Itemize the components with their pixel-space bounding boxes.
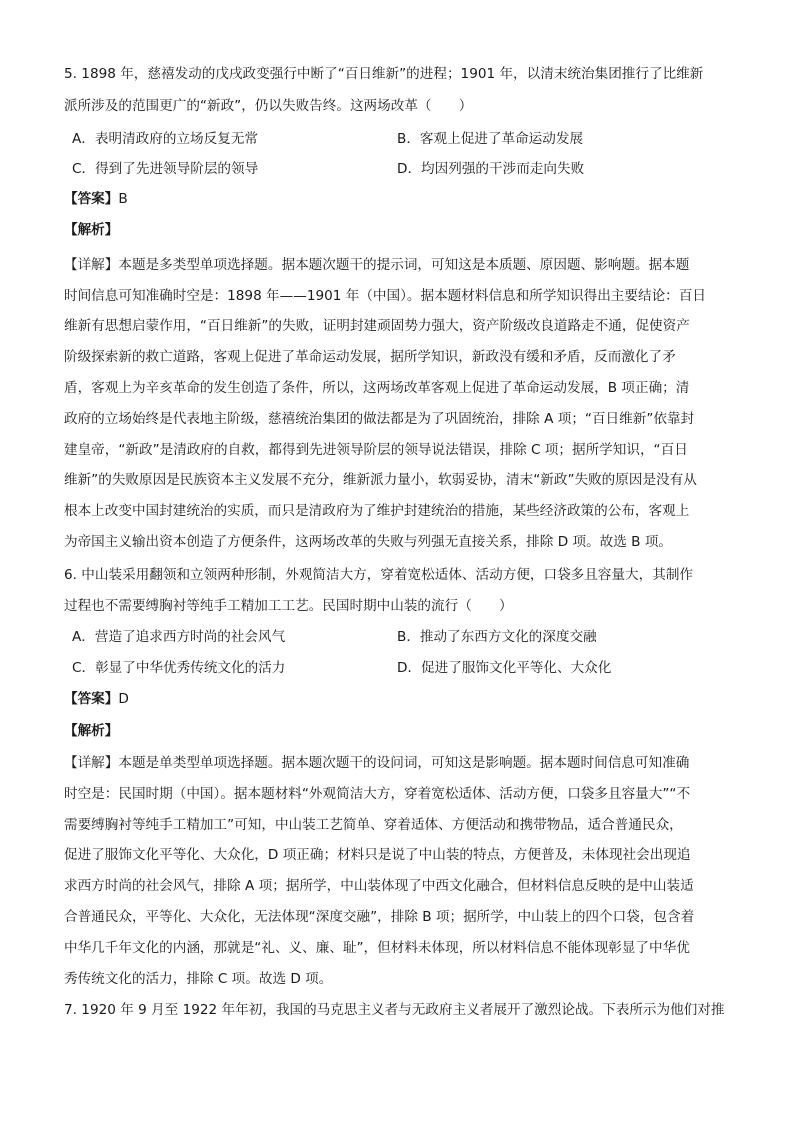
- q6-detail-line-8: 秀传统文化的活力，排除 C 项。故选 D 项。: [64, 971, 333, 987]
- q6-detail-line-7: 中华几千年文化的内涵，那就是“礼、义、廉、耻”，但材料未体现，所以材料信息不能体现彰显了中华优: [64, 940, 690, 956]
- q5-answer-value: B: [118, 191, 128, 207]
- q6-analysis-label: 【解析】: [64, 723, 119, 739]
- q6-detail-line-3: 需要缚胸衬等纯手工精加工”可知，中山装工艺简单、穿着适体、方便活动和携带物品，适合普通民众，: [64, 817, 683, 833]
- q5-analysis-label: 【解析】: [64, 222, 119, 238]
- q5-answer-label: 【答案】: [64, 191, 119, 207]
- q6-detail-line-1: 【详解】本题是单类型单项选择题。据本题次题干的设问词，可知这是影响题。据本题时间信息可知准确: [64, 755, 690, 771]
- q6-detail-line-2: 时空是：民国时期（中国）。据本题材料“外观简洁大方，穿着宽松适体、活动方便，口袋多且容量大”“不: [64, 786, 691, 802]
- q6-answer-label: 【答案】: [64, 691, 119, 707]
- q5-detail-line-1: 【详解】本题是多类型单项选择题。据本题次题干的提示词，可知这是本质题、原因题、影响题。据本题: [64, 257, 690, 273]
- q5-option-b: B．客观上促进了革命运动发展: [397, 131, 584, 147]
- q6-stem-line-2: 过程也不需要缚胸衬等纯手工精加工工艺。民国时期中山装的流行（ ）: [64, 598, 513, 614]
- q7-stem-line-1: 7. 1920 年 9 月至 1922 年年初，我国的马克思主义者与无政府主义者展开了激烈论战。下表所示为他们对推: [64, 1002, 725, 1018]
- q5-stem-line-1: 5. 1898 年，慈禧发动的戊戌政变强行中断了“百日维新”的进程；1901 年，以清末统治集团推行了比维新: [64, 66, 704, 82]
- q5-detail-line-9: 根本上改变中国封建统治的实质，而只是清政府为了维护封建统治的措施，某些经济政策的公布，客观上: [64, 503, 690, 519]
- q5-stem-line-2: 派所涉及的范围更广的“新政”，仍以失败告终。这两场改革（ ）: [64, 98, 473, 114]
- q5-detail-line-8: 维新”的失败原因是民族资本主义发展不充分，维新派力量小，软弱妥协，清末“新政”失败的原因是没有从: [64, 472, 697, 488]
- q6-answer-value: D: [118, 691, 129, 707]
- q5-detail-line-10: 为帝国主义输出资本创造了方便条件，这两场改革的失败与列强无直接关系，排除 D 项。故选 B 项。: [64, 534, 673, 550]
- q6-stem-line-1: 6. 中山装采用翻领和立领两种形制，外观简洁大方，穿着宽松适体、活动方便，口袋多且容量大，其制作: [64, 567, 694, 583]
- q6-option-c: C．彰显了中华优秀传统文化的活力: [72, 660, 286, 676]
- q6-detail-line-5: 求西方时尚的社会风气，排除 A 项；据所学，中山装体现了中西文化融合，但材料信息反映的是中山装适: [64, 878, 694, 894]
- q5-option-d: D．均因列强的干涉而走向失败: [397, 161, 585, 177]
- q6-answer: [64, 690, 744, 708]
- q6-detail-line-6: 合普通民众，平等化、大众化，无法体现“深度交融”，排除 B 项；据所学，中山装上的四个口袋，包含着: [64, 909, 695, 925]
- q5-detail-line-3: 维新有思想启蒙作用，“百日维新”的失败，证明封建顽固势力强大，资产阶级改良道路走不通，促使资产: [64, 318, 690, 334]
- q6-option-a: A．营造了追求西方时尚的社会风气: [72, 629, 286, 645]
- q5-detail-line-6: 政府的立场始终是代表地主阶级，慈禧统治集团的做法都是为了巩固统治，排除 A 项；“百日维新”依靠封: [64, 411, 695, 427]
- q6-option-b: B．推动了东西方文化的深度交融: [397, 629, 597, 645]
- q5-detail-line-7: 建皇帝，“新政”是清政府的自救，都得到先进领导阶层的领导说法错误，排除 C 项；据所学知识，“百日: [64, 442, 688, 458]
- q5-option-c: C．得到了先进领导阶层的领导: [72, 161, 259, 177]
- q5-answer: [64, 190, 744, 208]
- q5-detail-line-2: 时间信息可知准确时空是：1898 年——1901 年（中国）。据本题材料信息和所学知识得出主要结论：百日: [64, 288, 706, 304]
- q5-detail-line-5: 盾，客观上为辛亥革命的发生创造了条件，所以，这两场改革客观上促进了革命运动发展，B 项正确；清: [64, 380, 690, 396]
- q5-detail-line-4: 阶级探索新的救亡道路，客观上促进了革命运动发展，据所学知识，新政没有缓和矛盾，反而激化了矛: [64, 349, 676, 365]
- q6-option-d: D．促进了服饰文化平等化、大众化: [397, 660, 612, 676]
- q6-detail-line-4: 促进了服饰文化平等化、大众化，D 项正确；材料只是说了中山装的特点，方便普及，未体现社会出现追: [64, 847, 691, 863]
- q5-option-a: A．表明清政府的立场反复无常: [72, 131, 259, 147]
